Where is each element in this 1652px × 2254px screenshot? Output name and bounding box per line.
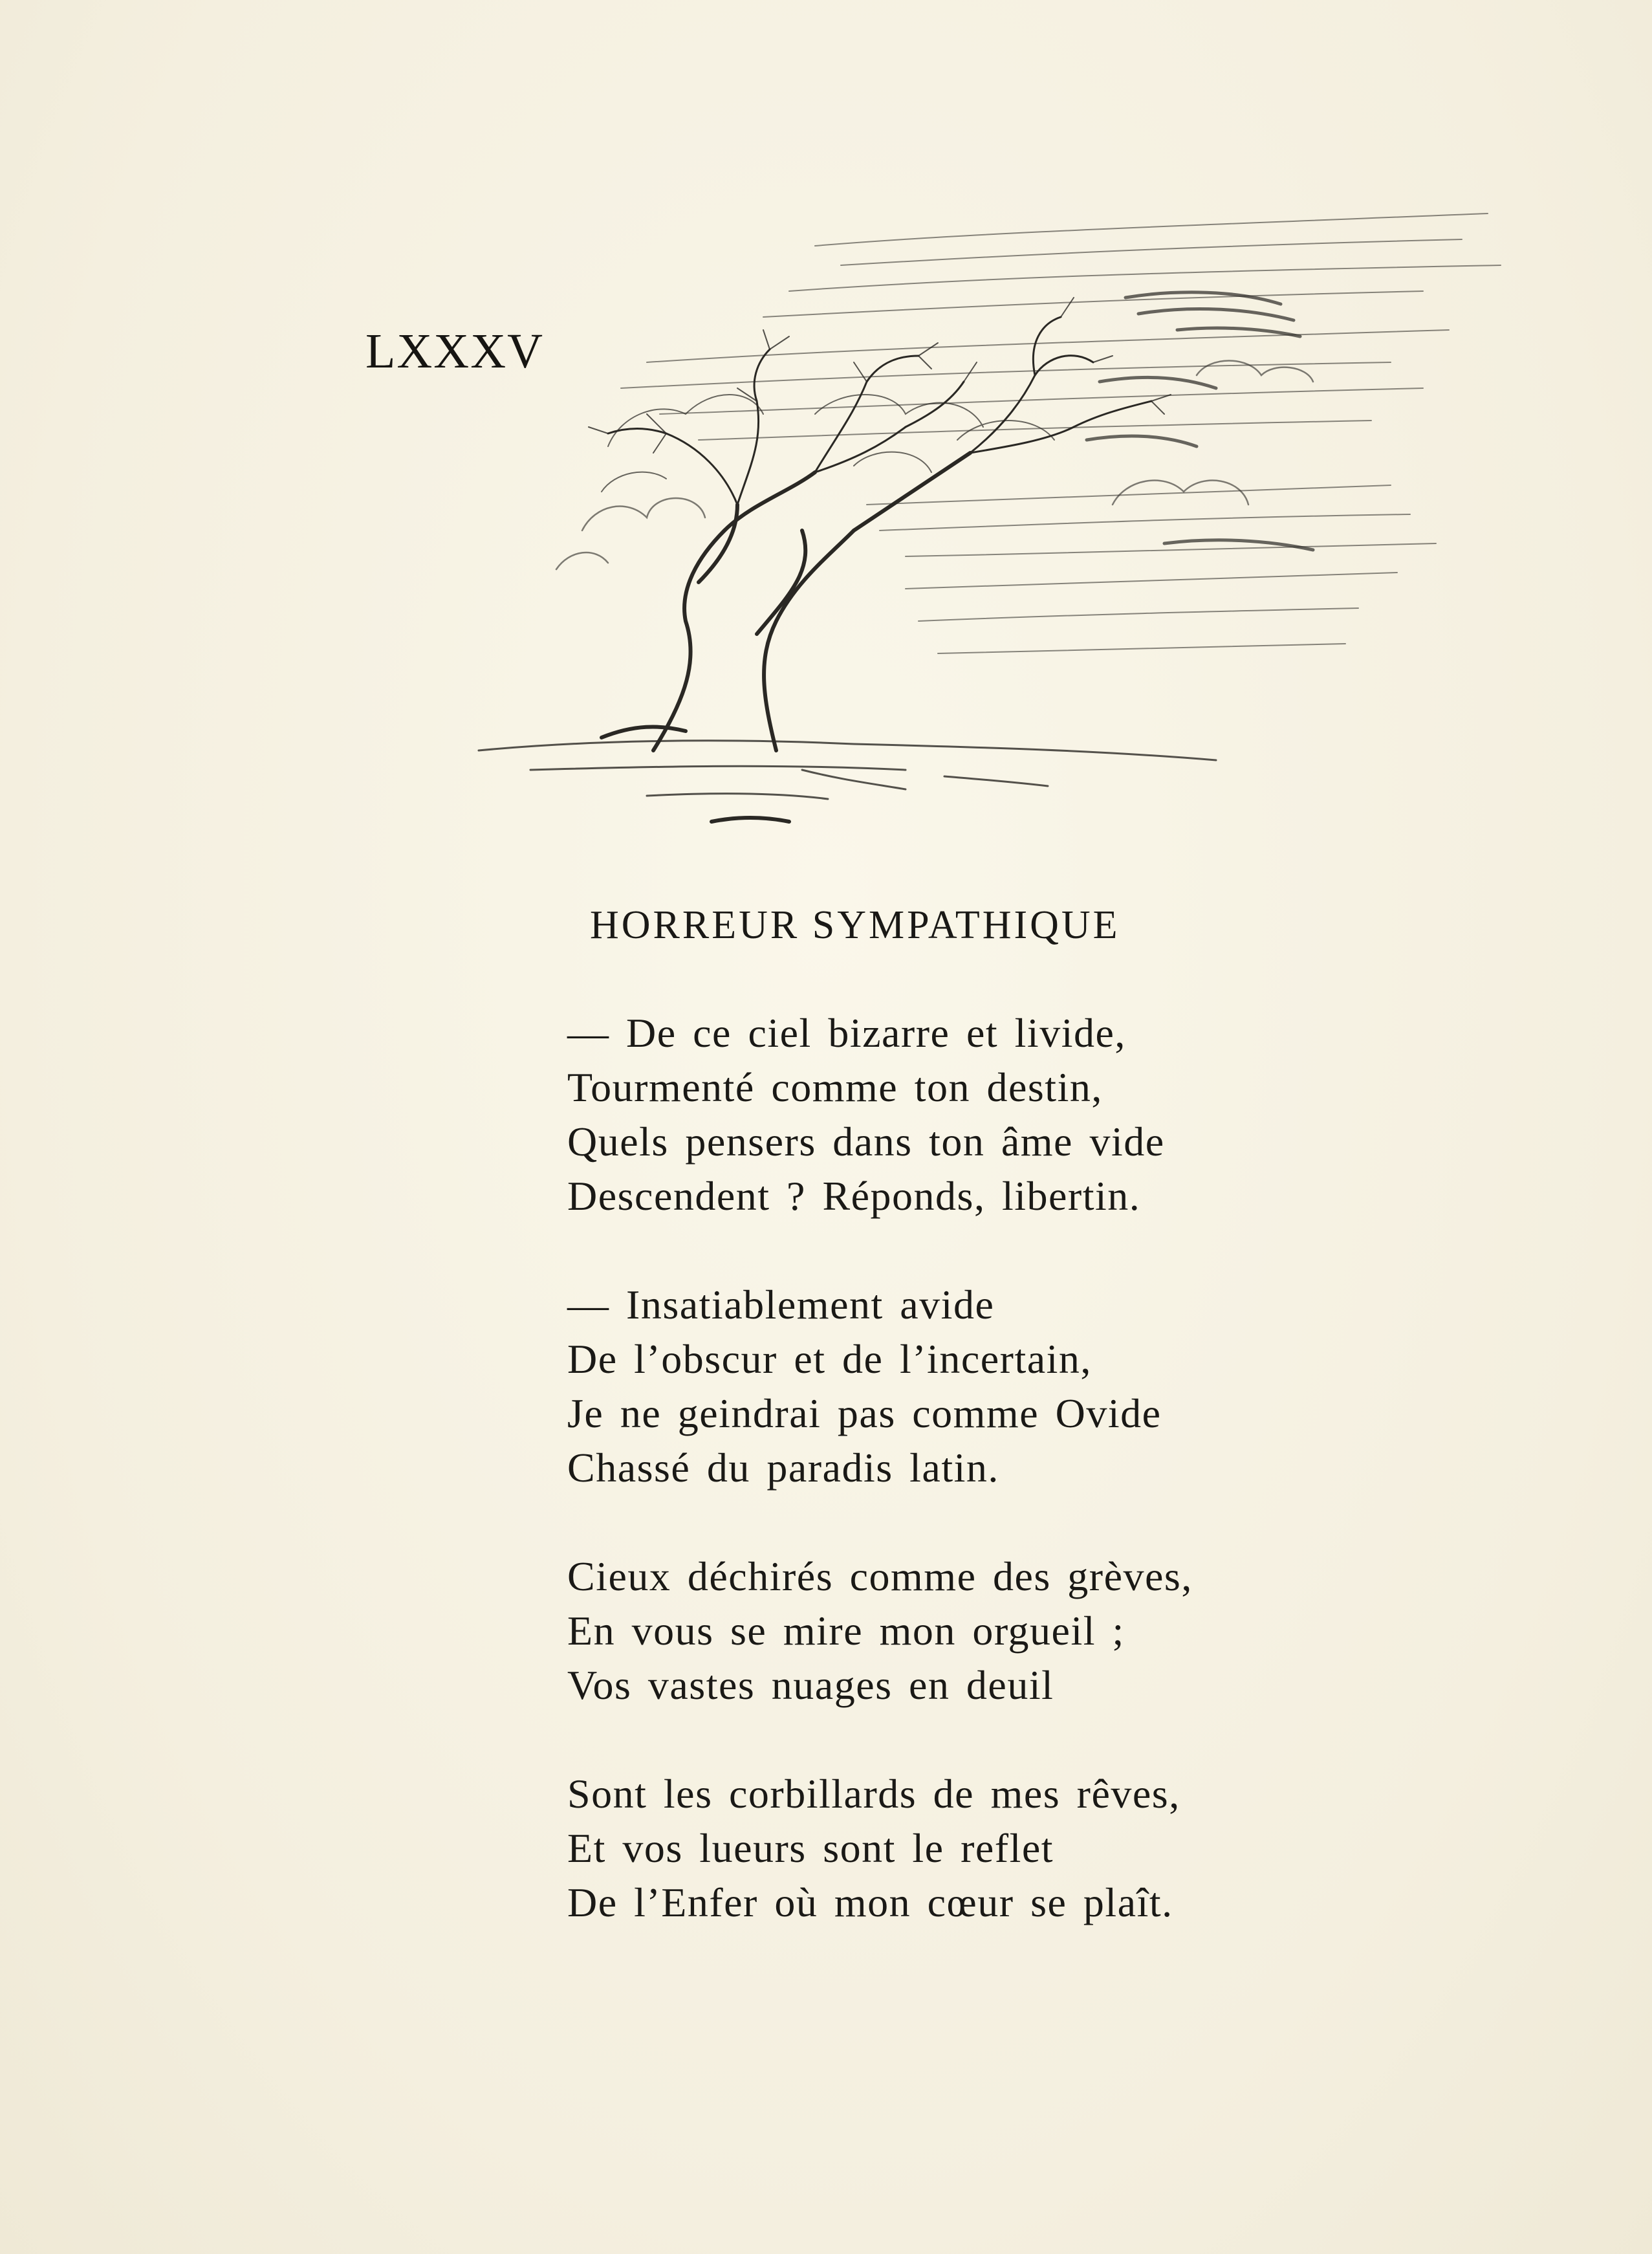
stanza — [567, 1767, 1193, 1930]
verse-line: Je ne geindrai pas comme Ovide — [567, 1390, 1162, 1436]
verse-line: Chassé du paradis latin. — [567, 1445, 999, 1491]
verse-line: Sont les corbillards de mes rêves, — [567, 1771, 1180, 1817]
poem-number: LXXXV — [365, 324, 544, 378]
verse-line: Tourmenté comme ton destin, — [567, 1064, 1103, 1110]
verse-line: — De ce ciel bizarre et livide, — [567, 1010, 1126, 1056]
tree-illustration — [453, 168, 1514, 841]
verse-line: Vos vastes nuages en deuil — [567, 1662, 1054, 1708]
verse-line: — Insatiablement avide — [567, 1282, 995, 1328]
stanza — [567, 1006, 1193, 1223]
verse-line: En vous se mire mon orgueil ; — [567, 1608, 1125, 1654]
verse-line: Descendent ? Réponds, libertin. — [567, 1173, 1141, 1219]
verse-line: De l’obscur et de l’incertain, — [567, 1336, 1092, 1382]
verse-line: Et vos lueurs sont le reflet — [567, 1825, 1054, 1871]
stanza — [567, 1549, 1193, 1712]
verse-line: De l’Enfer où mon cœur se plaît. — [567, 1879, 1173, 1925]
stanza — [567, 1278, 1193, 1495]
poem-title: HORREUR SYMPATHIQUE — [590, 903, 1120, 947]
verse-line: Quels pensers dans ton âme vide — [567, 1119, 1165, 1165]
verse-line: Cieux déchirés comme des grèves, — [567, 1553, 1193, 1599]
poem-body — [567, 1006, 1193, 1930]
